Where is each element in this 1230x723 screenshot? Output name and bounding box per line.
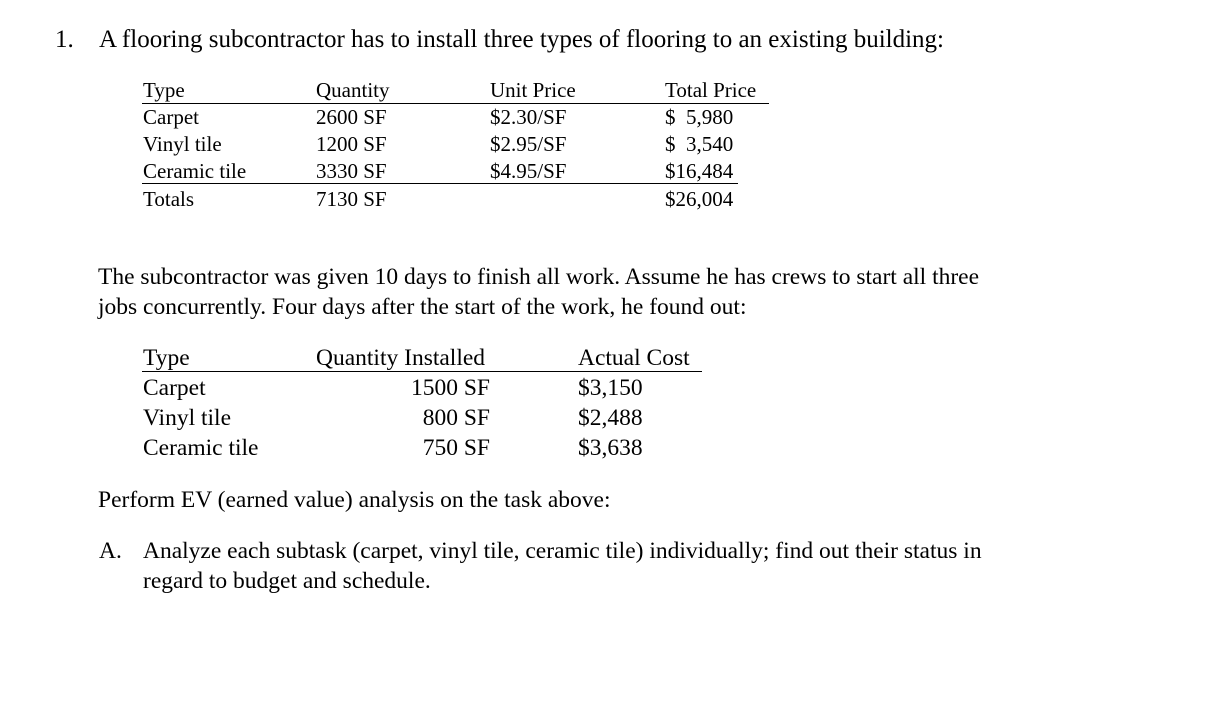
table2-row-type: Carpet [143, 375, 206, 401]
table1-row-type: Vinyl tile [143, 132, 222, 156]
table2-header-type: Type [143, 345, 190, 371]
table1-header-total-price: Total Price [665, 78, 757, 102]
table2-row-quantity: 1500 SF [410, 375, 490, 401]
table1-row-unit-price: $2.95/SF [490, 132, 567, 156]
table1-totals-label: Totals [143, 187, 195, 211]
table2-row-actual-cost: $2,488 [578, 405, 643, 431]
table1-row-quantity: 2600 SF [316, 105, 387, 129]
table1-row-type: Ceramic tile [143, 159, 247, 183]
table2-header-rule [142, 371, 702, 372]
table1-row-quantity: 3330 SF [316, 159, 387, 183]
list-item-line-2: regard to budget and schedule. [143, 568, 431, 594]
table1-row-type: Carpet [143, 105, 199, 129]
question-text: A flooring subcontractor has to install three types of flooring to an existing building: [99, 26, 944, 53]
table1-totals-quantity: 7130 SF [316, 187, 387, 211]
list-item-line-1: Analyze each subtask (carpet, vinyl tile, ceramic tile) individually; find out their status in [143, 538, 982, 564]
list-item-letter: A. [99, 538, 122, 564]
paragraph-line-2: jobs concurrently. Four days after the start of the work, he found out: [98, 294, 747, 320]
table1-row-total-price: $ 5,980 [665, 105, 734, 129]
table1-header-type: Type [143, 78, 185, 102]
table2-header-quantity-installed: Quantity Installed [316, 345, 486, 371]
table1-row-quantity: 1200 SF [316, 132, 387, 156]
table1-row-unit-price: $2.30/SF [490, 105, 567, 129]
table1-totals-rule [142, 183, 738, 184]
table1-row-unit-price: $4.95/SF [490, 159, 567, 183]
table2-row-quantity: 750 SF [422, 435, 490, 461]
question-number: 1. [55, 26, 74, 53]
table1-row-total-price: $16,484 [665, 159, 734, 183]
instruction-text: Perform EV (earned value) analysis on the task above: [98, 487, 611, 513]
table2-row-actual-cost: $3,150 [578, 375, 643, 401]
table2-row-type: Ceramic tile [143, 435, 259, 461]
table2-header-actual-cost: Actual Cost [578, 345, 690, 371]
table2-row-actual-cost: $3,638 [578, 435, 643, 461]
table2-row-quantity: 800 SF [422, 405, 490, 431]
table1-header-unit-price: Unit Price [490, 78, 576, 102]
table1-row-total-price: $ 3,540 [665, 132, 734, 156]
table1-header-quantity: Quantity [316, 78, 390, 102]
paragraph-line-1: The subcontractor was given 10 days to finish all work. Assume he has crews to start all three [98, 264, 980, 290]
table2-row-type: Vinyl tile [143, 405, 232, 431]
table1-totals-price: $26,004 [665, 187, 734, 211]
